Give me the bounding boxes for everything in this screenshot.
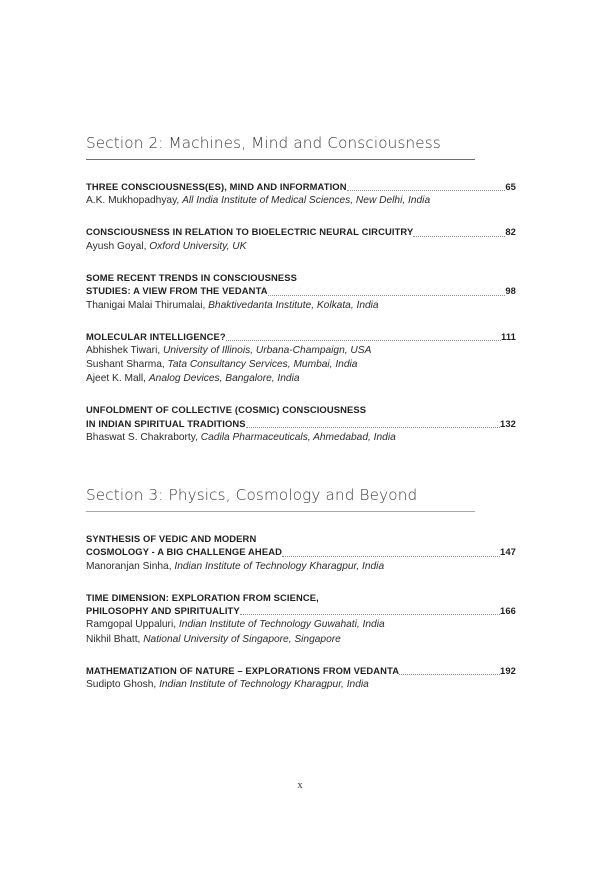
author-line [86,344,516,358]
page-folio: x [297,780,303,791]
author-line [86,194,516,208]
toc-entry[interactable] [86,403,516,445]
author-name: Abhishek Tiwari, [86,344,164,356]
dot-leader [240,608,500,617]
author-line [86,431,516,445]
author-name: Nikhil Bhatt, [86,633,144,645]
toc-entry[interactable] [86,330,516,387]
author-line [86,678,516,692]
toc-entry-title-line [86,604,516,617]
dot-leader [413,230,505,239]
toc-page-number: 166 [499,605,516,617]
author-line [86,299,516,313]
toc-entry-title: MATHEMATIZATION OF NATURE – EXPLORATIONS FROM VEDANTA [86,664,400,676]
toc-entry-title: SOME RECENT TRENDS IN CONSCIOUSNESS [86,271,297,283]
section-rule-3 [86,511,475,512]
toc-entry-title: TIME DIMENSION: EXPLORATION FROM SCIENCE, [86,591,319,603]
toc-entry-authors [86,431,516,445]
author-name: Ayush Goyal, [86,240,150,252]
toc-entry-authors [86,299,516,313]
toc-page-number: 111 [501,330,516,342]
author-affiliation: Cadila Pharmaceuticals, Ahmedabad, India [200,431,396,443]
author-line [86,240,516,254]
author-name: Ajeet K. Mall, [86,373,149,385]
toc-entry-list-3 [86,532,516,692]
author-affiliation: University of Illinois, Urbana-Champaign, USA [163,344,372,356]
toc-entry-list-2 [86,180,516,445]
dot-leader [399,668,500,677]
toc-entry-title: COSMOLOGY - A BIG CHALLENGE AHEAD [86,546,282,558]
toc-entry-title-line [86,664,516,677]
toc-entry-title: THREE CONSCIOUSNESS(ES), MIND AND INFORMATION [86,181,347,192]
author-name: Manoranjan Sinha, [86,560,175,572]
toc-entry-authors [86,240,516,254]
toc-entry-title: IN INDIAN SPIRITUAL TRADITIONS [86,417,246,429]
toc-entry-title-line [86,225,516,238]
toc-page-number: 147 [499,546,516,558]
toc-page-number: 65 [505,181,516,192]
author-line [86,372,516,386]
dot-leader [282,550,500,559]
toc-page-number: 192 [499,664,516,676]
section-heading-2: Section 2: Machines, Mind and Consciousness [86,134,441,152]
section-block-3 [86,486,516,692]
toc-entry[interactable] [86,664,516,692]
toc-entry-authors [86,344,516,386]
toc-page-number: 98 [505,285,516,297]
author-line [86,560,516,574]
dot-leader [246,421,500,430]
toc-entry-title-line [86,180,516,193]
author-affiliation: Indian Institute of Technology Kharagpur, India [159,678,369,690]
toc-entry-title-line [86,330,516,343]
author-affiliation: Tata Consultancy Services, Mumbai, India [167,359,358,371]
author-name: Thanigai Malai Thirumalai, [86,299,209,311]
toc-entry-authors [86,618,516,646]
toc-entry-title-line [86,284,516,297]
author-name: Bhaswat S. Chakraborty, [86,431,201,443]
author-affiliation: All India Institute of Medical Sciences, New Delhi, India [182,195,431,207]
toc-entry[interactable] [86,271,516,313]
toc-page-number: 132 [499,417,516,429]
author-name: Sushant Sharma, [86,359,168,371]
section-block-2 [86,134,516,445]
toc-entry-authors [86,194,516,208]
toc-entry-title: STUDIES: A VIEW FROM THE VEDANTA [86,285,268,297]
author-line [86,618,516,632]
toc-entry[interactable] [86,180,516,208]
toc-page-number: 82 [505,226,516,238]
author-affiliation: Indian Institute of Technology Kharagpur, India [174,560,385,572]
toc-entry-authors [86,560,516,574]
author-name: Sudipto Ghosh, [86,678,160,690]
author-line [86,633,516,647]
author-affiliation: Indian Institute of Technology Guwahati, India [178,619,385,631]
toc-entry-title-line [86,545,516,558]
toc-entry[interactable] [86,225,516,253]
toc-entry[interactable] [86,591,516,647]
toc-entry-title: CONSCIOUSNESS IN RELATION TO BIOELECTRIC NEURAL CIRCUITRY [86,226,414,238]
author-affiliation: Bhaktivedanta Institute, Kolkata, India [208,299,379,311]
author-name: A.K. Mukhopadhyay, [86,195,183,207]
author-affiliation: Analog Devices, Bangalore, India [148,373,300,385]
toc-entry-title: MOLECULAR INTELLIGENCE? [86,330,226,342]
dot-leader [347,184,506,193]
author-line [86,358,516,372]
toc-entry[interactable] [86,532,516,574]
section-rule-2 [86,159,475,160]
dot-leader [226,334,501,343]
dot-leader [268,289,506,298]
toc-entry-authors [86,678,516,692]
toc-entry-title-line [86,417,516,430]
toc-entry-title: SYNTHESIS OF VEDIC AND MODERN [86,533,257,544]
author-affiliation: Oxford University, UK [149,240,247,252]
author-name: Ramgopal Uppaluri, [86,619,179,631]
toc-entry-title: PHILOSOPHY AND SPIRITUALITY [86,605,240,617]
section-heading-3: Section 3: Physics, Cosmology and Beyond [86,486,418,504]
author-affiliation: National University of Singapore, Singapore [143,633,341,645]
toc-entry-title: UNFOLDMENT OF COLLECTIVE (COSMIC) CONSCIOUSNESS [86,404,367,416]
